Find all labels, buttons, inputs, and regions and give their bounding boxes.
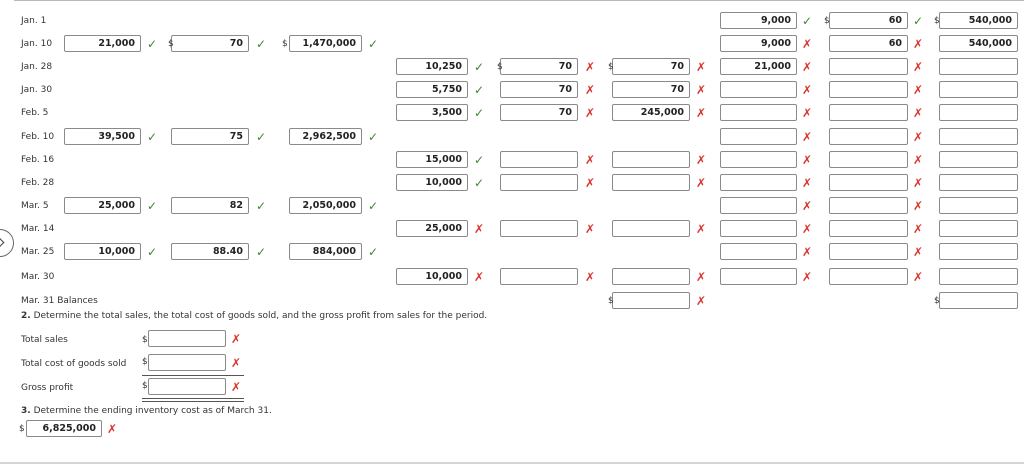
dollar-sign: $	[824, 16, 830, 26]
purchases-total-cost-input[interactable]: 884,000	[289, 243, 362, 260]
cross-icon: ✗	[474, 270, 485, 284]
balance-units-input[interactable]	[720, 174, 797, 191]
cross-icon: ✗	[696, 106, 707, 120]
balance-units-input[interactable]	[720, 268, 797, 285]
row-label: Feb. 16	[21, 155, 55, 165]
cross-icon: ✗	[585, 222, 596, 236]
cogs-units-input[interactable]: 10,000	[396, 174, 468, 191]
balance-total-cost-input[interactable]	[939, 197, 1018, 214]
top-divider	[14, 0, 1024, 1]
purchases-cost-per-unit-input[interactable]: 70	[171, 35, 249, 52]
question-2-number: 2.	[21, 311, 31, 321]
row-label: Feb. 5	[21, 108, 49, 118]
cross-icon: ✗	[802, 106, 813, 120]
dollar-sign: $	[497, 62, 503, 72]
row-label: Jan. 10	[21, 39, 53, 49]
cross-icon: ✗	[696, 294, 707, 308]
balance-units-input[interactable]: 21,000	[720, 58, 797, 75]
cross-icon: ✗	[802, 37, 813, 51]
total-double-line-1	[142, 398, 244, 399]
cross-icon: ✗	[585, 270, 596, 284]
cross-icon: ✗	[802, 270, 813, 284]
row-label: Feb. 10	[21, 132, 55, 142]
cogs-total-cost-input[interactable]	[612, 292, 690, 309]
balance-total-cost-input[interactable]	[939, 243, 1018, 260]
cross-icon: ✗	[696, 222, 707, 236]
check-icon: ✓	[474, 153, 485, 167]
balance-total-cost-input[interactable]	[939, 81, 1018, 98]
total-sales-input[interactable]	[148, 330, 226, 347]
question-3-text: Determine the ending inventory cost as of March 31.	[33, 406, 272, 416]
purchases-cost-per-unit-input[interactable]: 75	[171, 128, 249, 145]
previous-arrow-button[interactable]	[0, 229, 14, 257]
purchases-total-cost-input[interactable]: 2,962,500	[289, 128, 362, 145]
balance-units-input[interactable]	[720, 243, 797, 260]
cross-icon: ✗	[802, 153, 813, 167]
cross-icon: ✗	[585, 176, 596, 190]
balance-total-cost-input[interactable]	[939, 58, 1018, 75]
balance-units-input[interactable]: 9,000	[720, 12, 797, 29]
dollar-sign: $	[282, 39, 288, 49]
row-label: Mar. 25	[21, 247, 55, 257]
balance-cost-per-unit-input[interactable]	[829, 104, 908, 121]
balance-total-cost-input[interactable]	[939, 292, 1018, 309]
ending-inventory-input[interactable]: 6,825,000	[26, 420, 102, 437]
total-double-line-2	[142, 401, 244, 402]
total-cogs-dollar: $	[142, 357, 148, 367]
balance-total-cost-input[interactable]	[939, 174, 1018, 191]
cogs-units-input[interactable]: 25,000	[396, 220, 468, 237]
balance-cost-per-unit-input[interactable]	[829, 268, 908, 285]
balance-units-input[interactable]	[720, 151, 797, 168]
check-icon: ✓	[474, 176, 485, 190]
purchases-total-cost-input[interactable]: 1,470,000	[289, 35, 362, 52]
cross-icon: ✗	[696, 83, 707, 97]
balance-units-input[interactable]	[720, 128, 797, 145]
cogs-units-input[interactable]: 15,000	[396, 151, 468, 168]
cross-icon: ✗	[913, 270, 924, 284]
question-2-text: Determine the total sales, the total cost of goods sold, and the gross profit from sales for the period.	[33, 311, 488, 321]
cross-icon: ✗	[913, 60, 924, 74]
purchases-cost-per-unit-input[interactable]: 88.40	[171, 243, 249, 260]
cross-icon: ✗	[585, 83, 596, 97]
total-sales-dollar: $	[142, 335, 148, 345]
total-cogs-label: Total cost of goods sold	[21, 359, 127, 369]
check-icon: ✓	[256, 130, 267, 144]
check-icon: ✓	[368, 199, 379, 213]
balance-units-input[interactable]	[720, 81, 797, 98]
cross-icon: ✗	[696, 60, 707, 74]
balance-cost-per-unit-input[interactable]: 60	[829, 35, 908, 52]
balance-units-input[interactable]: 9,000	[720, 35, 797, 52]
balance-total-cost-input[interactable]	[939, 268, 1018, 285]
cogs-total-cost-input[interactable]: 70	[612, 81, 690, 98]
cross-icon: ✗	[913, 176, 924, 190]
row-label: Mar. 5	[21, 201, 49, 211]
cogs-cost-per-unit-input[interactable]	[500, 151, 578, 168]
cogs-units-input[interactable]: 10,250	[396, 58, 468, 75]
cross-icon: ✗	[696, 270, 707, 284]
balance-cost-per-unit-input[interactable]	[829, 174, 908, 191]
balance-cost-per-unit-input[interactable]	[829, 243, 908, 260]
gross-profit-dollar: $	[142, 381, 148, 391]
gross-profit-cross-icon: ✗	[231, 380, 242, 394]
cogs-cost-per-unit-input[interactable]	[500, 220, 578, 237]
cross-icon: ✗	[913, 199, 924, 213]
cross-icon: ✗	[802, 60, 813, 74]
subtotal-line	[142, 375, 244, 376]
check-icon: ✓	[368, 37, 379, 51]
balance-total-cost-input[interactable]	[939, 128, 1018, 145]
total-cogs-cross-icon: ✗	[231, 356, 242, 370]
check-icon: ✓	[913, 14, 924, 28]
total-sales-label: Total sales	[21, 335, 68, 345]
row-label: Jan. 30	[21, 85, 53, 95]
dollar-sign: $	[608, 62, 614, 72]
cogs-total-cost-input[interactable]	[612, 151, 690, 168]
cogs-total-cost-input[interactable]: 70	[612, 58, 690, 75]
check-icon: ✓	[147, 199, 158, 213]
balance-cost-per-unit-input[interactable]	[829, 197, 908, 214]
ending-inventory-dollar: $	[19, 424, 25, 434]
balance-cost-per-unit-input[interactable]	[829, 128, 908, 145]
balance-units-input[interactable]	[720, 104, 797, 121]
check-icon: ✓	[147, 130, 158, 144]
cross-icon: ✗	[585, 60, 596, 74]
dollar-sign: $	[608, 296, 614, 306]
cross-icon: ✗	[913, 106, 924, 120]
purchases-units-input[interactable]: 21,000	[64, 35, 141, 52]
check-icon: ✓	[256, 245, 267, 259]
cogs-cost-per-unit-input[interactable]: 70	[500, 104, 578, 121]
balance-cost-per-unit-input[interactable]: 60	[829, 12, 908, 29]
balance-total-cost-input[interactable]	[939, 220, 1018, 237]
balance-cost-per-unit-input[interactable]	[829, 81, 908, 98]
cogs-units-input[interactable]: 10,000	[396, 268, 468, 285]
cogs-cost-per-unit-input[interactable]	[500, 268, 578, 285]
check-icon: ✓	[147, 245, 158, 259]
check-icon: ✓	[147, 37, 158, 51]
purchases-units-input[interactable]: 39,500	[64, 128, 141, 145]
row-label: Mar. 30	[21, 272, 55, 282]
check-icon: ✓	[474, 60, 485, 74]
balance-total-cost-input[interactable]: 540,000	[939, 12, 1018, 29]
purchases-units-input[interactable]: 25,000	[64, 197, 141, 214]
balance-cost-per-unit-input[interactable]	[829, 151, 908, 168]
cross-icon: ✗	[696, 176, 707, 190]
cogs-total-cost-input[interactable]: 245,000	[612, 104, 690, 121]
ending-inventory-cross-icon: ✗	[107, 422, 118, 436]
balance-cost-per-unit-input[interactable]	[829, 58, 908, 75]
cross-icon: ✗	[802, 199, 813, 213]
cogs-total-cost-input[interactable]	[612, 220, 690, 237]
cross-icon: ✗	[802, 83, 813, 97]
cogs-cost-per-unit-input[interactable]: 70	[500, 58, 578, 75]
cogs-cost-per-unit-input[interactable]: 70	[500, 81, 578, 98]
cross-icon: ✗	[585, 106, 596, 120]
cross-icon: ✗	[696, 153, 707, 167]
balance-units-input[interactable]	[720, 197, 797, 214]
question-3-number: 3.	[21, 406, 31, 416]
row-label: Mar. 31 Balances	[21, 296, 98, 306]
balance-cost-per-unit-input[interactable]	[829, 220, 908, 237]
balance-units-input[interactable]	[720, 220, 797, 237]
cross-icon: ✗	[802, 222, 813, 236]
check-icon: ✓	[256, 37, 267, 51]
gross-profit-label: Gross profit	[21, 383, 74, 393]
check-icon: ✓	[368, 130, 379, 144]
cross-icon: ✗	[913, 153, 924, 167]
cross-icon: ✗	[913, 130, 924, 144]
balance-total-cost-input[interactable]	[939, 151, 1018, 168]
purchases-units-input[interactable]: 10,000	[64, 243, 141, 260]
total-sales-cross-icon: ✗	[231, 332, 242, 346]
cogs-cost-per-unit-input[interactable]	[500, 174, 578, 191]
row-label: Jan. 28	[21, 62, 53, 72]
cross-icon: ✗	[474, 222, 485, 236]
purchases-cost-per-unit-input[interactable]: 82	[171, 197, 249, 214]
cogs-units-input[interactable]: 3,500	[396, 104, 468, 121]
cogs-total-cost-input[interactable]	[612, 174, 690, 191]
check-icon: ✓	[368, 245, 379, 259]
cross-icon: ✗	[585, 153, 596, 167]
check-icon: ✓	[256, 199, 267, 213]
purchases-total-cost-input[interactable]: 2,050,000	[289, 197, 362, 214]
balance-total-cost-input[interactable]	[939, 104, 1018, 121]
cross-icon: ✗	[802, 245, 813, 259]
cogs-total-cost-input[interactable]	[612, 268, 690, 285]
cross-icon: ✗	[802, 130, 813, 144]
question-3-prompt	[21, 405, 272, 417]
dollar-sign: $	[934, 296, 940, 306]
cross-icon: ✗	[913, 245, 924, 259]
cross-icon: ✗	[913, 222, 924, 236]
row-label: Feb. 28	[21, 178, 55, 188]
bottom-divider	[0, 462, 1024, 464]
question-2-prompt	[21, 310, 487, 322]
balance-total-cost-input[interactable]: 540,000	[939, 35, 1018, 52]
cross-icon: ✗	[913, 83, 924, 97]
check-icon: ✓	[802, 14, 813, 28]
cross-icon: ✗	[913, 37, 924, 51]
total-cogs-input[interactable]	[148, 354, 226, 371]
gross-profit-input[interactable]	[148, 378, 226, 395]
dollar-sign: $	[168, 39, 174, 49]
row-label: Jan. 1	[21, 16, 47, 26]
check-icon: ✓	[474, 106, 485, 120]
cogs-units-input[interactable]: 5,750	[396, 81, 468, 98]
row-label: Mar. 14	[21, 224, 55, 234]
dollar-sign: $	[934, 16, 940, 26]
check-icon: ✓	[474, 83, 485, 97]
cross-icon: ✗	[802, 176, 813, 190]
